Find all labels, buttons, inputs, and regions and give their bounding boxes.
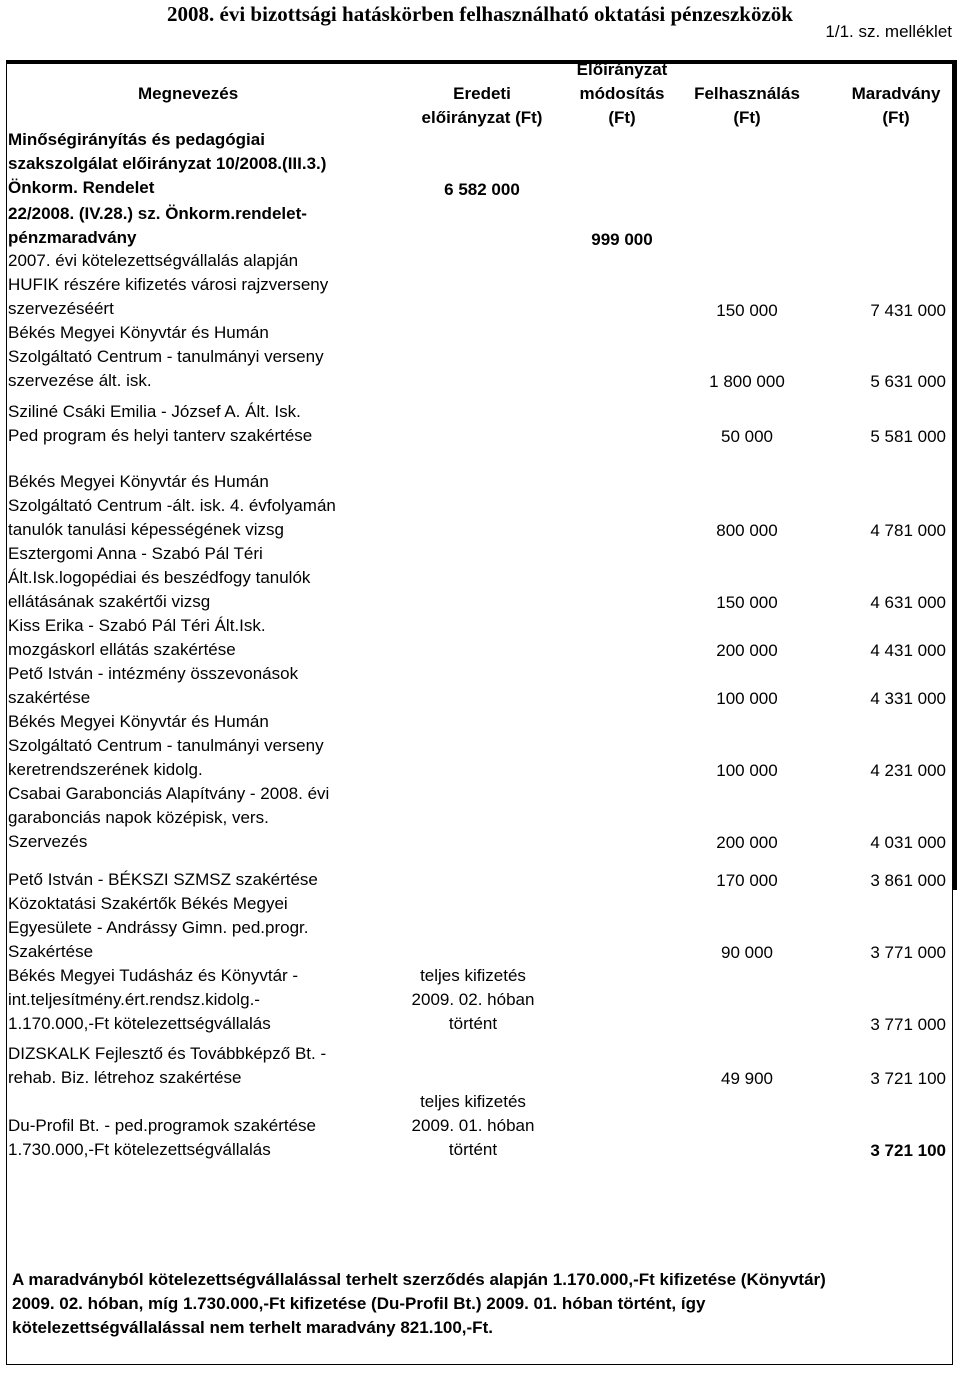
row-original-note-line1: teljes kifizetés xyxy=(420,1092,526,1111)
row-name-line2: mozgáskorl ellátás szakértése xyxy=(8,640,236,659)
row-remainder-amount: 4 031 000 xyxy=(870,833,946,852)
header-modification-line1: Előirányzat xyxy=(576,60,668,79)
row-name-line1: 2007. évi kötelezettségvállalás alapján xyxy=(8,251,299,270)
row-name-line3: 1.170.000,-Ft kötelezettségvállalás xyxy=(8,1014,271,1033)
row-name-line1: Csabai Garabonciás Alapítvány - 2008. évi xyxy=(8,784,330,803)
row-name-line1: Közoktatási Szakértők Békés Megyei xyxy=(8,894,288,913)
row-usage-amount: 800 000 xyxy=(716,521,778,540)
row-name-line2: pénzmaradvány xyxy=(8,228,137,247)
row-name-line1: Minőségirányítás és pedagógiai xyxy=(8,130,265,149)
row-remainder-amount: 4 631 000 xyxy=(870,593,946,612)
footer-line3: kötelezettségvállalással nem terhelt maradvány 821.100,-Ft. xyxy=(12,1318,493,1337)
row-name-line3: ellátásának szakértői vizsg xyxy=(8,592,211,611)
row-usage-amount: 150 000 xyxy=(716,301,778,320)
row-name-line2: 1.730.000,-Ft kötelezettségvállalás xyxy=(8,1140,271,1159)
row-name-line1: Pető István - BÉKSZI SZMSZ szakértése xyxy=(8,870,318,889)
row-name-line1: 22/2008. (IV.28.) sz. Önkorm.rendelet- xyxy=(8,204,307,223)
annex-label: 1/1. sz. melléklet xyxy=(825,22,952,41)
row-remainder-amount: 4 331 000 xyxy=(870,689,946,708)
row-remainder-amount: 5 581 000 xyxy=(870,427,946,446)
header-remainder-line2: (Ft) xyxy=(882,108,910,127)
row-name-line2: garabonciás napok középisk, vers. xyxy=(8,808,269,827)
page-title: 2008. évi bizottsági hatáskörben felhasználható oktatási pénzeszközök xyxy=(167,2,793,26)
row-remainder-amount: 3 721 100 xyxy=(870,1141,946,1160)
row-name-line1: Pető István - intézmény összevonások xyxy=(8,664,299,683)
row-name-line1: Kiss Erika - Szabó Pál Téri Ált.Isk. xyxy=(8,616,266,635)
footer-line2: 2009. 02. hóban, míg 1.730.000,-Ft kifizetése (Du-Profil Bt.) 2009. 01. hóban történt, így xyxy=(12,1294,706,1313)
row-original-note-line1: teljes kifizetés xyxy=(420,966,526,985)
header-modification-line3: (Ft) xyxy=(608,108,636,127)
row-name-line1: Békés Megyei Könyvtár és Humán xyxy=(8,323,269,342)
row-name-line1: Békés Megyei Könyvtár és Humán xyxy=(8,472,269,491)
header-remainder-line1: Maradvány xyxy=(851,84,941,103)
row-name-line1: DIZSKALK Fejlesztő és Továbbképző Bt. - xyxy=(8,1044,327,1063)
row-original-note-line2: 2009. 02. hóban xyxy=(411,990,535,1009)
row-name-line3: tanulók tanulási képességének vizsg xyxy=(8,520,284,539)
row-name-line1: Sziliné Csáki Emilia - József A. Ált. Isk. xyxy=(8,402,301,421)
row-usage-amount: 150 000 xyxy=(716,593,778,612)
header-modification-line2: módosítás xyxy=(579,84,665,103)
row-name-line3: szervezéséért xyxy=(8,299,114,318)
row-name-line2: Szolgáltató Centrum - tanulmányi verseny xyxy=(8,347,324,366)
row-name-line2: int.teljesítmény.ért.rendsz.kidolg.- xyxy=(8,990,260,1009)
row-name-line2: Szolgáltató Centrum -ált. isk. 4. évfolyamán xyxy=(8,496,336,515)
header-usage-line2: (Ft) xyxy=(733,108,761,127)
row-remainder-amount: 7 431 000 xyxy=(870,301,946,320)
header-original-line1: Eredeti xyxy=(453,84,511,103)
row-remainder-amount: 5 631 000 xyxy=(870,372,946,391)
row-remainder-amount: 3 771 000 xyxy=(870,943,946,962)
row-name-line2: Ált.Isk.logopédiai és beszédfogy tanulók xyxy=(8,568,311,587)
row-usage-amount: 100 000 xyxy=(716,689,778,708)
row-name-line1: Du-Profil Bt. - ped.programok szakértése xyxy=(8,1116,317,1135)
row-usage-amount: 1 800 000 xyxy=(709,372,785,391)
row-usage-amount: 49 900 xyxy=(721,1069,773,1088)
row-usage-amount: 200 000 xyxy=(716,833,778,852)
row-name-line2: Egyesülete - Andrássy Gimn. ped.progr. xyxy=(8,918,309,937)
row-name-line2: Ped program és helyi tanterv szakértése xyxy=(8,426,313,445)
row-name-line3: Szervezés xyxy=(8,832,88,851)
row-remainder-amount: 4 431 000 xyxy=(870,641,946,660)
row-original-amount: 6 582 000 xyxy=(444,180,520,199)
table-right-border xyxy=(953,60,957,890)
row-usage-amount: 170 000 xyxy=(716,871,778,890)
table-header xyxy=(6,56,953,130)
row-modification-amount: 999 000 xyxy=(591,230,653,249)
row-remainder-amount: 3 721 100 xyxy=(870,1069,946,1088)
row-remainder-amount: 3 861 000 xyxy=(870,871,946,890)
row-usage-amount: 100 000 xyxy=(716,761,778,780)
row-name-line1: Békés Megyei Tudásház és Könyvtár - xyxy=(8,966,299,985)
row-name-line3: Önkorm. Rendelet xyxy=(8,178,155,197)
row-name-line2: HUFIK részére kifizetés városi rajzverseny xyxy=(8,275,329,294)
row-name-line1: Esztergomi Anna - Szabó Pál Téri xyxy=(8,544,263,563)
row-name-line3: Szakértése xyxy=(8,942,94,961)
row-name-line2: szakszolgálat előirányzat 10/2008.(III.3.) xyxy=(8,154,327,173)
header-usage-line1: Felhasználás xyxy=(694,84,800,103)
header-original-line2: előirányzat (Ft) xyxy=(421,108,543,127)
row-remainder-amount: 4 231 000 xyxy=(870,761,946,780)
row-name-line2: Szolgáltató Centrum - tanulmányi verseny xyxy=(8,736,324,755)
row-original-note-line3: történt xyxy=(448,1014,498,1033)
row-usage-amount: 50 000 xyxy=(721,427,773,446)
row-name-line2: rehab. Biz. létrehoz szakértése xyxy=(8,1068,242,1087)
row-remainder-amount: 4 781 000 xyxy=(870,521,946,540)
row-name-line2: szakértése xyxy=(8,688,91,707)
footer-note xyxy=(12,1268,942,1340)
row-name-line3: keretrendszerének kidolg. xyxy=(8,760,203,779)
header-name: Megnevezés xyxy=(138,84,239,103)
row-name-line3: szervezése ált. isk. xyxy=(8,371,152,390)
row-usage-amount: 200 000 xyxy=(716,641,778,660)
row-name-line1: Békés Megyei Könyvtár és Humán xyxy=(8,712,269,731)
footer-line1: A maradványból kötelezettségvállalással terhelt szerződés alapján 1.170.000,-Ft kifizetése (Könyvtár) xyxy=(12,1270,826,1289)
row-original-note-line3: történt xyxy=(448,1140,498,1159)
row-usage-amount: 90 000 xyxy=(721,943,773,962)
row-remainder-amount: 3 771 000 xyxy=(870,1015,946,1034)
row-original-note-line2: 2009. 01. hóban xyxy=(411,1116,535,1135)
